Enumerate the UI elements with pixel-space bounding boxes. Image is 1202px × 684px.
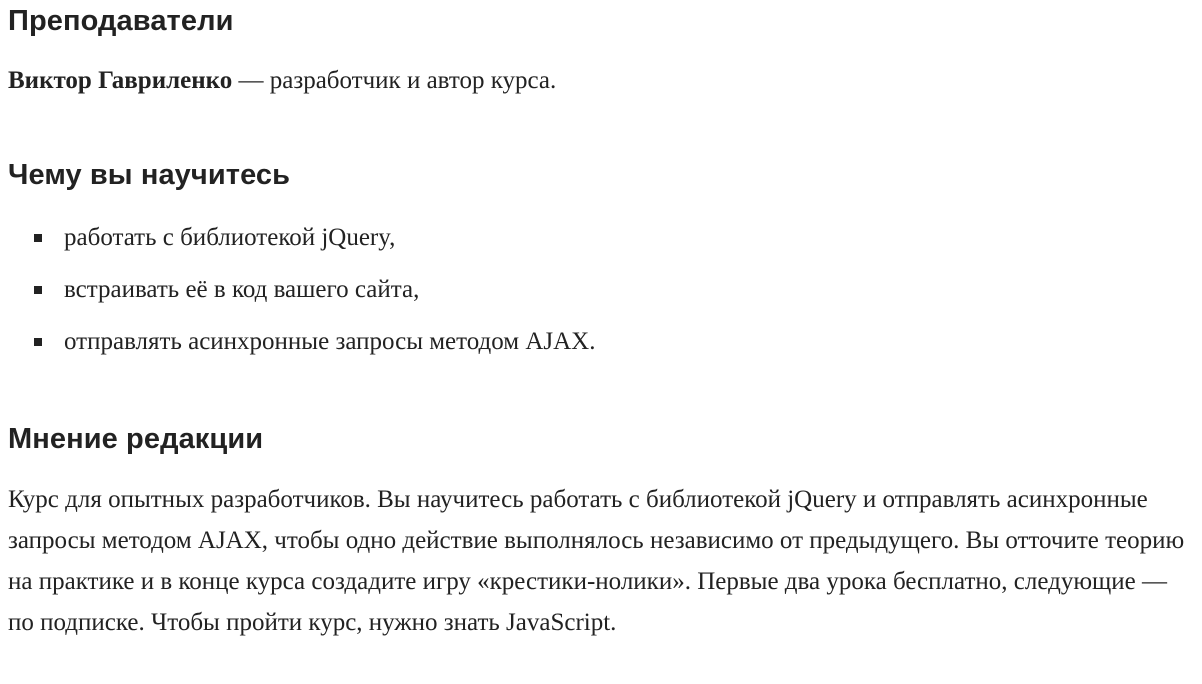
teacher-description: — разработчик и автор курса. [232, 67, 557, 94]
square-bullet-icon [34, 338, 42, 346]
square-bullet-icon [34, 286, 42, 294]
editor-opinion-text: Курс для опытных разработчиков. Вы научитесь работать с библиотекой jQuery и отправлять асинхронные запросы методом AJAX, чтобы одно действие выполнялось независимо от предыдущего. Вы отточите теорию на практике и в конце курса создадите игру «крестики-нолики». Первые два урока бесплатно, следующие — по подписке. Чтобы пройти курс, нужно знать JavaScript. [8, 486, 1185, 636]
teacher-name: Виктор Гавриленко [8, 67, 233, 94]
editor-opinion-heading: Мнение редакции [8, 423, 264, 455]
teacher-paragraph [8, 61, 556, 101]
learn-heading: Чему вы научитесь [8, 159, 291, 191]
list-item-text: отправлять асинхронные запросы методом AJAX. [64, 328, 596, 355]
list-item-text: встраивать её в код вашего сайта, [64, 276, 420, 303]
teachers-heading: Преподаватели [8, 5, 234, 37]
learn-list [8, 218, 595, 374]
list-item [8, 322, 595, 374]
list-item [8, 270, 595, 322]
square-bullet-icon [34, 234, 42, 242]
list-item [8, 218, 595, 270]
list-item-text: работать с библиотекой jQuery, [64, 224, 396, 251]
